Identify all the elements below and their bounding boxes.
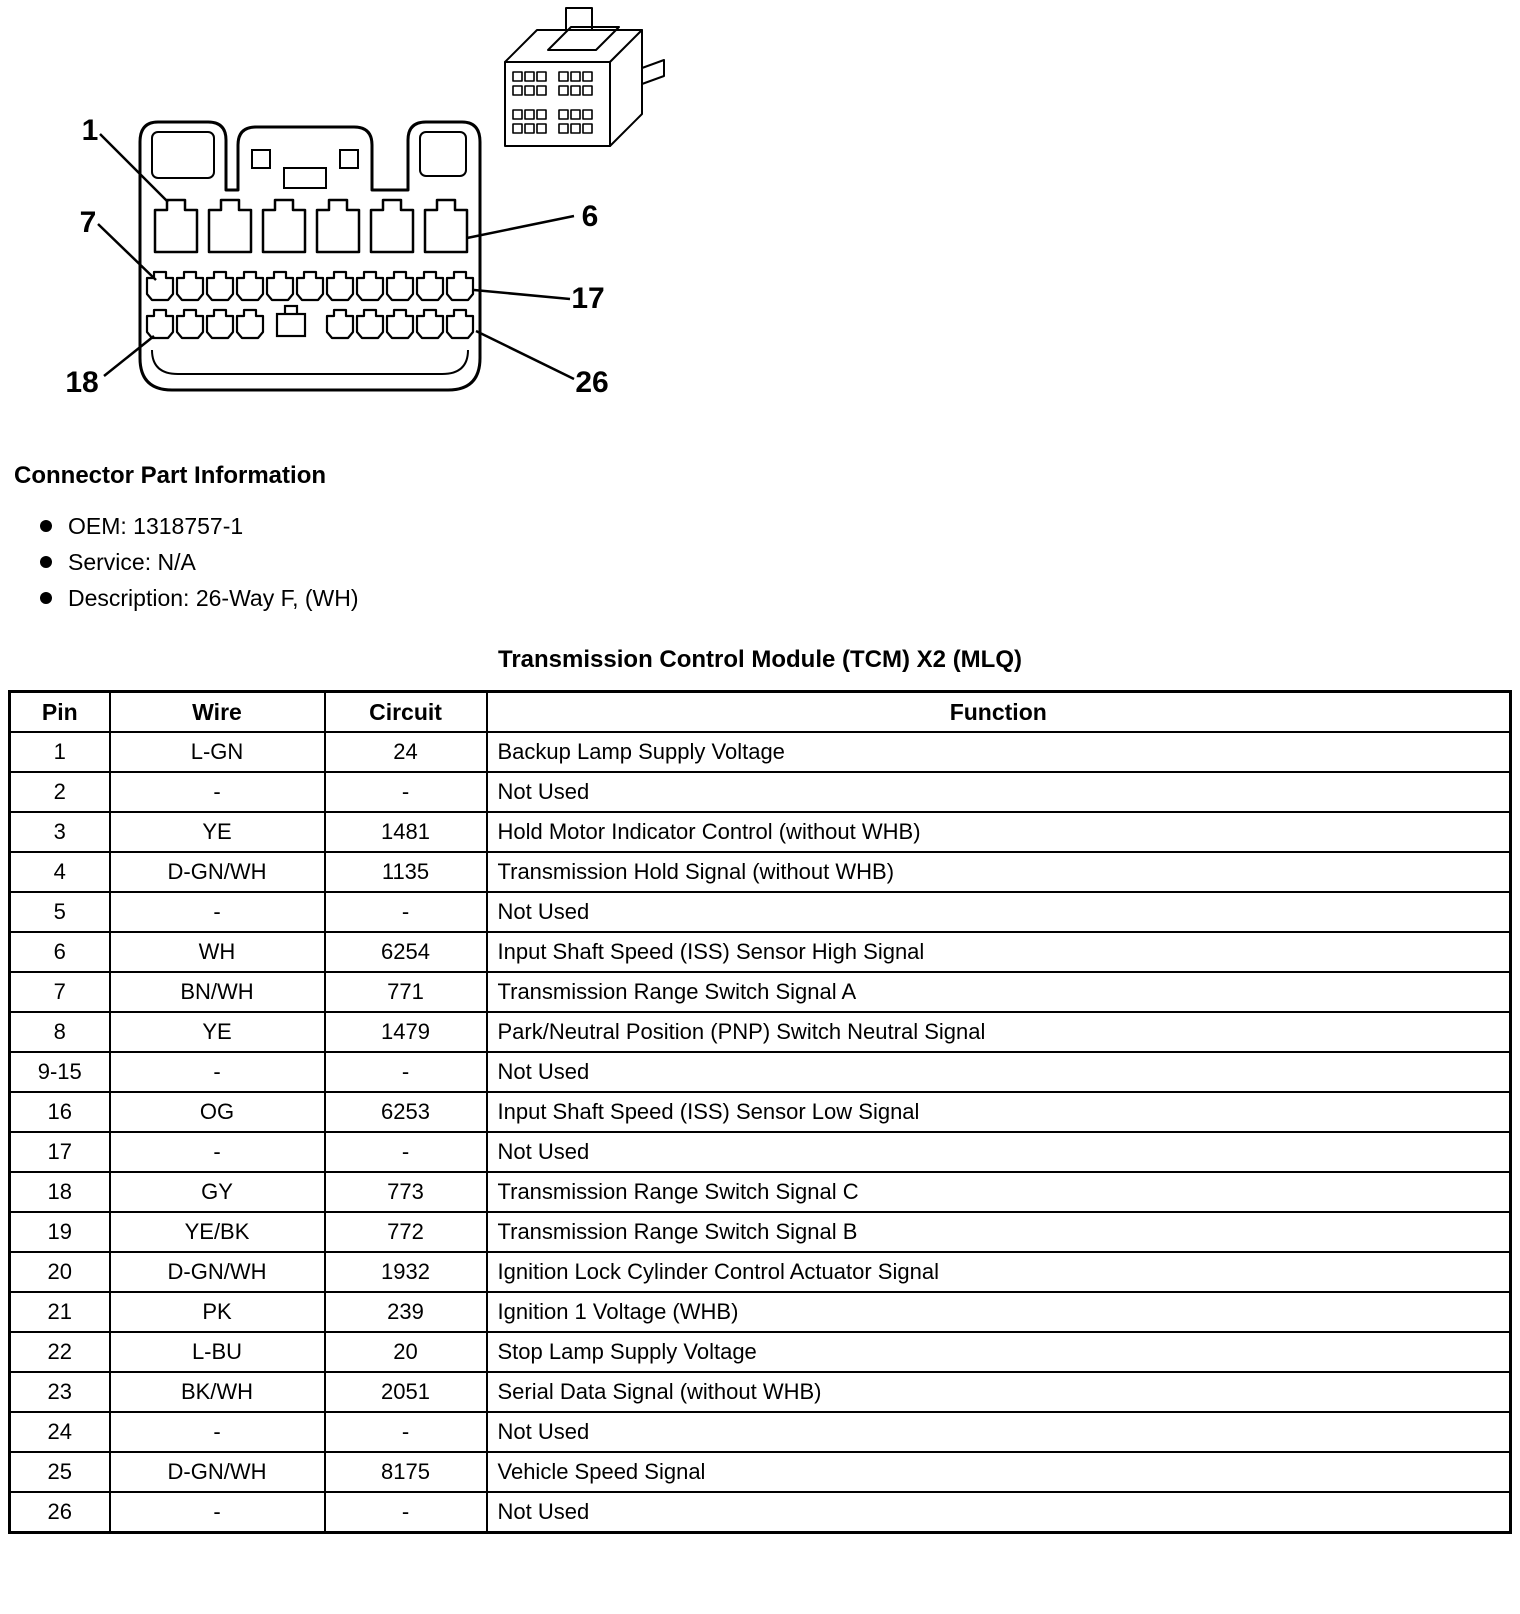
part-info-item-service <box>40 550 359 574</box>
iso-pin-hole <box>559 72 568 81</box>
cell-function: Input Shaft Speed (ISS) Sensor Low Signal <box>487 1092 1511 1132</box>
cell-circuit: 1932 <box>325 1252 487 1292</box>
cell-pin: 5 <box>10 892 110 932</box>
cell-function: Not Used <box>487 892 1511 932</box>
iso-pin-hole <box>571 86 580 95</box>
cell-pin: 3 <box>10 812 110 852</box>
cell-pin: 6 <box>10 932 110 972</box>
iso-pin-hole <box>537 110 546 119</box>
cell-pin: 1 <box>10 732 110 772</box>
connector-front-view <box>140 122 480 390</box>
callout-line-pin6 <box>467 216 574 238</box>
iso-pin-hole <box>525 72 534 81</box>
pinout-table <box>8 690 1512 1534</box>
cell-wire: D-GN/WH <box>110 1452 325 1492</box>
cell-function: Not Used <box>487 772 1511 812</box>
callout-pin6: 6 <box>581 200 599 233</box>
table-row-pin-6 <box>10 932 1511 972</box>
iso-pin-hole <box>559 86 568 95</box>
table-row-pin-19 <box>10 1212 1511 1252</box>
table-row-pin-25 <box>10 1452 1511 1492</box>
cell-circuit: 8175 <box>325 1452 487 1492</box>
cell-wire: BN/WH <box>110 972 325 1012</box>
table-row-pin-24 <box>10 1412 1511 1452</box>
cell-function: Not Used <box>487 1132 1511 1172</box>
cell-circuit: 6254 <box>325 932 487 972</box>
table-row-pin-20 <box>10 1252 1511 1292</box>
iso-pin-hole <box>525 86 534 95</box>
cell-circuit: 1481 <box>325 812 487 852</box>
cell-function: Serial Data Signal (without WHB) <box>487 1372 1511 1412</box>
callout-line-pin26 <box>476 331 574 379</box>
cell-pin: 19 <box>10 1212 110 1252</box>
cell-function: Backup Lamp Supply Voltage <box>487 732 1511 772</box>
table-row-pin-2 <box>10 772 1511 812</box>
cell-wire: - <box>110 1132 325 1172</box>
table-row-pin-7 <box>10 972 1511 1012</box>
iso-pin-hole <box>559 124 568 133</box>
part-info-item-oem <box>40 514 359 538</box>
iso-pin-hole <box>525 124 534 133</box>
callout-pin17: 17 <box>571 282 605 315</box>
table-title: Transmission Control Module (TCM) X2 (MLQ) <box>498 646 1022 673</box>
cell-function: Transmission Range Switch Signal B <box>487 1212 1511 1252</box>
iso-pin-hole <box>583 86 592 95</box>
connector-diagram <box>0 0 760 440</box>
table-row-pin-21 <box>10 1292 1511 1332</box>
cell-wire: - <box>110 892 325 932</box>
cell-pin: 24 <box>10 1412 110 1452</box>
cell-function: Ignition Lock Cylinder Control Actuator Signal <box>487 1252 1511 1292</box>
cell-circuit: 2051 <box>325 1372 487 1412</box>
header-wire: Wire <box>110 692 325 733</box>
bullet-icon <box>40 520 52 532</box>
table-row-pin-26 <box>10 1492 1511 1533</box>
iso-pin-hole <box>583 110 592 119</box>
cell-function: Input Shaft Speed (ISS) Sensor High Signal <box>487 932 1511 972</box>
cell-wire: BK/WH <box>110 1372 325 1412</box>
cell-wire: WH <box>110 932 325 972</box>
callout-pin7: 7 <box>79 206 97 239</box>
cell-circuit: 771 <box>325 972 487 1012</box>
cell-circuit: 772 <box>325 1212 487 1252</box>
part-info-item-text: OEM: 1318757-1 <box>68 513 244 539</box>
table-row-pin-4 <box>10 852 1511 892</box>
cell-wire: L-GN <box>110 732 325 772</box>
connector-diagram-svg <box>0 0 760 430</box>
cell-wire: - <box>110 772 325 812</box>
table-row-pin-3 <box>10 812 1511 852</box>
cell-wire: D-GN/WH <box>110 852 325 892</box>
cell-wire: - <box>110 1412 325 1452</box>
cell-function: Not Used <box>487 1052 1511 1092</box>
cell-circuit: - <box>325 772 487 812</box>
cell-pin: 23 <box>10 1372 110 1412</box>
iso-pin-hole <box>513 86 522 95</box>
cell-function: Ignition 1 Voltage (WHB) <box>487 1292 1511 1332</box>
cell-wire: PK <box>110 1292 325 1332</box>
header-pin: Pin <box>10 692 110 733</box>
cell-pin: 7 <box>10 972 110 1012</box>
cell-wire: - <box>110 1492 325 1533</box>
part-info-item-text: Description: 26-Way F, (WH) <box>68 585 359 611</box>
iso-pin-hole <box>571 72 580 81</box>
cell-function: Not Used <box>487 1412 1511 1452</box>
callout-pin1: 1 <box>81 114 99 147</box>
cell-pin: 16 <box>10 1092 110 1132</box>
iso-pin-hole <box>537 72 546 81</box>
cell-function: Vehicle Speed Signal <box>487 1452 1511 1492</box>
pin-row-middle <box>147 272 473 300</box>
cell-pin: 21 <box>10 1292 110 1332</box>
cell-circuit: - <box>325 1412 487 1452</box>
cell-pin: 9-15 <box>10 1052 110 1092</box>
cell-pin: 18 <box>10 1172 110 1212</box>
iso-pin-hole <box>513 72 522 81</box>
cell-circuit: - <box>325 1052 487 1092</box>
table-header-row <box>10 692 1511 733</box>
cell-pin: 4 <box>10 852 110 892</box>
header-function: Function <box>487 692 1511 733</box>
table-row-pin-18 <box>10 1172 1511 1212</box>
part-info-item-text: Service: N/A <box>68 549 196 575</box>
cell-circuit: 773 <box>325 1172 487 1212</box>
iso-pin-hole <box>583 124 592 133</box>
cell-pin: 20 <box>10 1252 110 1292</box>
cell-circuit: 1135 <box>325 852 487 892</box>
cell-pin: 26 <box>10 1492 110 1533</box>
iso-side-tab <box>642 60 664 84</box>
iso-pin-hole <box>559 110 568 119</box>
table-row-pin-16 <box>10 1092 1511 1132</box>
part-info-heading: Connector Part Information <box>14 462 327 489</box>
iso-pin-hole <box>513 110 522 119</box>
iso-pin-hole <box>583 72 592 81</box>
cell-function: Transmission Hold Signal (without WHB) <box>487 852 1511 892</box>
bullet-icon <box>40 556 52 568</box>
cell-wire: YE <box>110 812 325 852</box>
cell-circuit: - <box>325 1492 487 1533</box>
table-row-pin-22 <box>10 1332 1511 1372</box>
part-info-section <box>14 462 359 622</box>
table-row-pin-8 <box>10 1012 1511 1052</box>
iso-pin-hole <box>571 124 580 133</box>
cell-circuit: 20 <box>325 1332 487 1372</box>
table-row-pin-9-15 <box>10 1052 1511 1092</box>
cell-pin: 8 <box>10 1012 110 1052</box>
iso-pin-hole <box>525 110 534 119</box>
cell-wire: YE <box>110 1012 325 1052</box>
iso-pin-hole <box>537 86 546 95</box>
cell-function: Transmission Range Switch Signal A <box>487 972 1511 1012</box>
cell-wire: L-BU <box>110 1332 325 1372</box>
cell-circuit: - <box>325 892 487 932</box>
header-circuit: Circuit <box>325 692 487 733</box>
part-info-list <box>14 514 359 610</box>
cell-function: Stop Lamp Supply Voltage <box>487 1332 1511 1372</box>
cell-wire: GY <box>110 1172 325 1212</box>
callout-pin26: 26 <box>575 366 609 399</box>
callout-line-pin17 <box>474 290 570 299</box>
cell-pin: 25 <box>10 1452 110 1492</box>
cell-function: Park/Neutral Position (PNP) Switch Neutral Signal <box>487 1012 1511 1052</box>
cell-circuit: 6253 <box>325 1092 487 1132</box>
iso-pin-hole <box>571 110 580 119</box>
cell-wire: D-GN/WH <box>110 1252 325 1292</box>
callout-pin18: 18 <box>65 366 99 399</box>
bullet-icon <box>40 592 52 604</box>
table-row-pin-1 <box>10 732 1511 772</box>
cell-circuit: - <box>325 1132 487 1172</box>
cell-function: Not Used <box>487 1492 1511 1533</box>
cell-circuit: 24 <box>325 732 487 772</box>
cell-pin: 17 <box>10 1132 110 1172</box>
cell-wire: YE/BK <box>110 1212 325 1252</box>
cell-pin: 22 <box>10 1332 110 1372</box>
iso-pin-hole <box>513 124 522 133</box>
iso-pin-hole <box>537 124 546 133</box>
connector-body-outline <box>140 122 480 390</box>
cell-circuit: 1479 <box>325 1012 487 1052</box>
connector-isometric-view <box>505 8 664 146</box>
cell-pin: 2 <box>10 772 110 812</box>
cell-function: Hold Motor Indicator Control (without WHB) <box>487 812 1511 852</box>
part-info-item-description <box>40 586 359 610</box>
table-row-pin-5 <box>10 892 1511 932</box>
cell-wire: OG <box>110 1092 325 1132</box>
pinout-table-body <box>10 732 1511 1533</box>
cell-function: Transmission Range Switch Signal C <box>487 1172 1511 1212</box>
cell-wire: - <box>110 1052 325 1092</box>
cell-circuit: 239 <box>325 1292 487 1332</box>
table-row-pin-17 <box>10 1132 1511 1172</box>
table-row-pin-23 <box>10 1372 1511 1412</box>
